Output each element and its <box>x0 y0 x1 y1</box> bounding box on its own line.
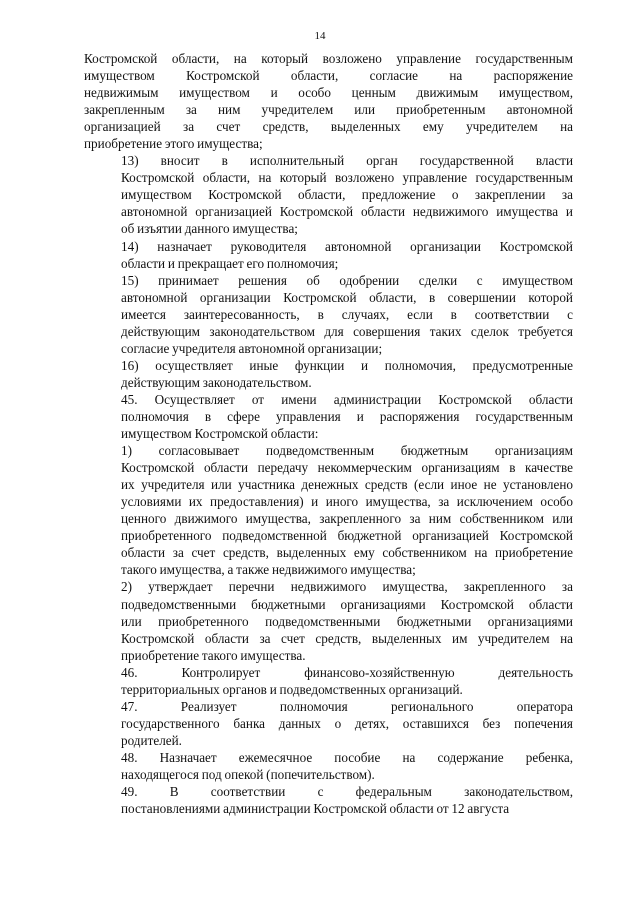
paragraph <box>84 783 573 817</box>
text-line: действующим законодательством. <box>121 374 312 390</box>
text-line: подведомственными бюджетными организациями Костромской области <box>121 596 573 612</box>
text-line: закрепленным за ним учредителем или приобретенным автономной <box>84 102 573 118</box>
text-line: имуществом Костромской области, согласие на распоряжение <box>84 68 573 84</box>
text-line: области и прекращает его полномочия; <box>121 255 339 271</box>
text-line: такого имущества, а также недвижимого имущества; <box>121 562 416 578</box>
text-line: или приобретенного подведомственными бюджетными организациями <box>121 613 573 629</box>
text-line: 15) принимает решения об одобрении сделки с имуществом <box>121 272 573 288</box>
text-line: 49. В соответствии с федеральным законодательством, <box>121 784 573 800</box>
text-line: территориальных органов и подведомственных организаций. <box>121 681 463 697</box>
text-line: их учредителя или участника денежных средств (если иное не установлено <box>121 477 573 493</box>
page-number: 14 <box>314 30 326 42</box>
document-body <box>84 50 573 817</box>
text-line: полномочия в сфере управления и распоряжения государственным <box>121 408 573 424</box>
paragraph <box>84 238 573 272</box>
text-line: 48. Назначает ежемесячное пособие на содержание ребенка, <box>121 749 573 765</box>
text-line: постановлениями администрации Костромской области от 12 августа <box>121 801 510 817</box>
paragraph <box>84 391 573 442</box>
text-line: Костромской области передачу некоммерческим организациям в качестве <box>121 460 573 476</box>
paragraph <box>84 749 573 783</box>
text-line: Костромской области, на который возложено управление государственным <box>121 170 573 186</box>
text-line: действующим законодательством для совершения таких сделок требуется <box>121 323 573 339</box>
text-line: организацией за счет средств, выделенных ему учредителем на <box>84 119 573 135</box>
text-line: 47. Реализует полномочия регионального оператора <box>121 698 573 714</box>
text-line: государственного банка данных о детях, оставшихся без попечения <box>121 715 573 731</box>
text-line: автономной организацией Костромской области недвижимого имущества и <box>121 204 573 220</box>
text-line: Костромской области, на который возложено управление государственным <box>84 51 573 66</box>
paragraph <box>84 50 573 152</box>
text-line: находящегося под опекой (попечительством). <box>121 766 375 782</box>
paragraph <box>84 442 573 578</box>
text-line: об изъятии данного имущества; <box>121 221 298 237</box>
text-line: 16) осуществляет иные функции и полномочия, предусмотренные <box>121 357 573 373</box>
text-line: условиями их предоставления) и иного имущества, за исключением особо <box>121 494 573 510</box>
text-line: области за счет средств, выделенных ему собственником на приобретение <box>121 545 573 561</box>
text-line: 45. Осуществляет от имени администрации Костромской области <box>121 391 573 407</box>
paragraph <box>84 578 573 663</box>
paragraph <box>84 272 573 357</box>
text-line: Костромской области за счет средств, выделенных им учредителем на <box>121 630 573 646</box>
paragraph <box>84 152 573 237</box>
text-line: приобретение такого имущества. <box>121 647 306 663</box>
text-line: 1) согласовывает подведомственным бюджетным организациям <box>121 443 573 459</box>
paragraph <box>84 698 573 749</box>
text-line: 46. Контролирует финансово-хозяйственную деятельность <box>121 664 573 680</box>
text-line: имеется заинтересованность, в случаях, если в соответствии с <box>121 306 573 322</box>
text-line: приобретение этого имущества; <box>84 136 263 152</box>
text-line: 14) назначает руководителя автономной организации Костромской <box>121 238 573 254</box>
text-line: имуществом Костромской области, предложение о закреплении за <box>121 187 573 203</box>
paragraph <box>84 357 573 391</box>
paragraph <box>84 664 573 698</box>
text-line: родителей. <box>121 732 182 748</box>
text-line: имуществом Костромской области: <box>121 426 319 442</box>
text-line: 2) утверждает перечни недвижимого имущества, закрепленного за <box>121 579 573 595</box>
text-line: приобретенного подведомственной бюджетной организацией Костромской <box>121 528 573 544</box>
text-line: автономной организации Костромской области, в совершении которой <box>121 289 573 305</box>
text-line: ценного движимого имущества, закрепленного за ним собственником или <box>121 511 573 527</box>
text-line: согласие учредителя автономной организации; <box>121 340 383 356</box>
text-line: 13) вносит в исполнительный орган государственной власти <box>121 153 573 169</box>
text-line: недвижимым имуществом и особо ценным движимым имуществом, <box>84 85 573 101</box>
